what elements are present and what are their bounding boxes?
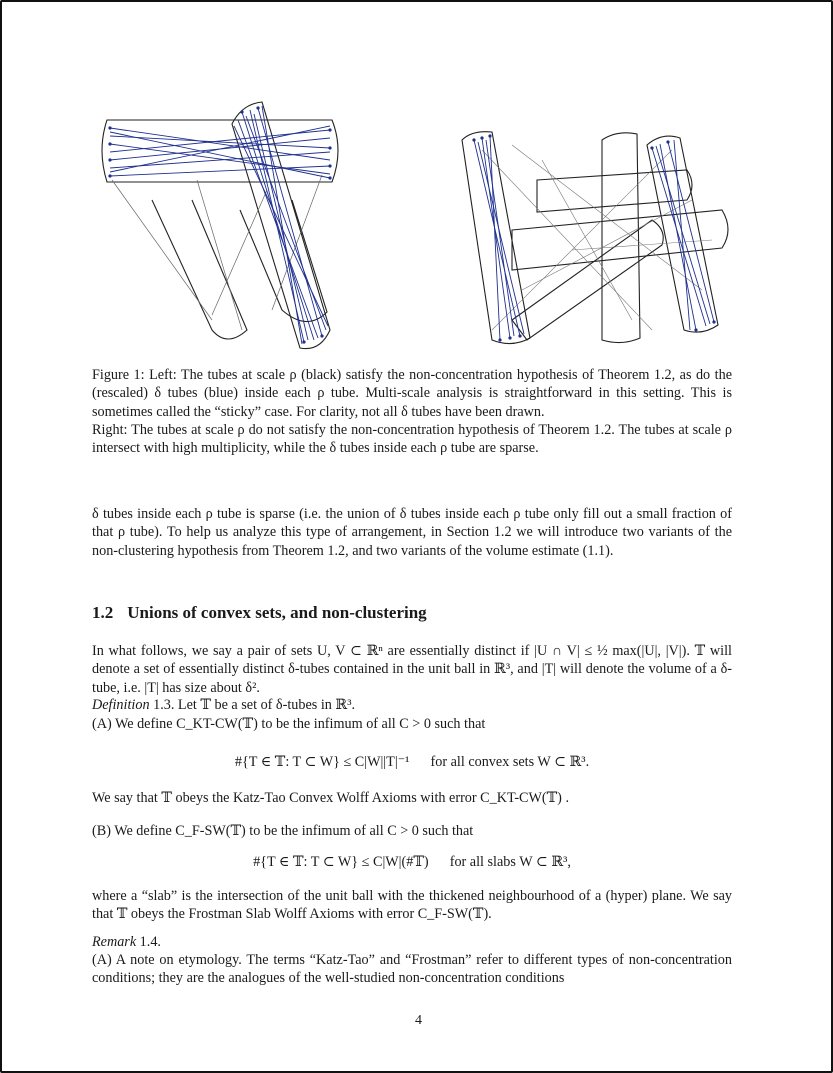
figure-left-sticky-tubes xyxy=(92,90,392,352)
caption-right: Right: The tubes at scale ρ do not satisfy the non-concentration hypothesis of Theorem 1.2. The tubes at scale ρ intersect with high multiplicity, while the δ tubes inside each ρ tube are sparse. xyxy=(92,421,732,457)
figure-caption xyxy=(92,366,732,457)
remark-number: 1.4. xyxy=(136,934,161,950)
page-number: 4 xyxy=(415,1013,422,1028)
display-equation-2 xyxy=(92,854,732,871)
remark-line xyxy=(92,933,732,951)
remark-label: Remark xyxy=(92,934,137,950)
figure-right-nonsticky-tubes xyxy=(452,90,752,352)
display2-lhs: #{T ∈ 𝕋: T ⊂ W} ≤ C|W|(#𝕋) xyxy=(253,854,429,870)
paragraph-slab: where a “slab” is the intersection of the unit ball with the thickened neighbourhood of a (hyper) plane. We say that 𝕋 obeys the Frostman Slab Wolff Axioms with error C_F-SW(𝕋). xyxy=(92,888,732,923)
display2-rhs: for all slabs W ⊂ ℝ³, xyxy=(449,854,571,870)
figure-1 xyxy=(62,90,762,352)
definition-part-a: (A) We define C_KT-CW(𝕋) to be the infimum of all C > 0 such that xyxy=(92,716,486,732)
section-heading xyxy=(92,603,427,623)
paragraph-continuation: δ tubes inside each ρ tube is sparse (i.e. the union of δ tubes inside each ρ tube only fill out a small fraction of that ρ tube). To help us analyze this type of arrangement, in Section 1.2 we will introduce two variants of the non-clustering hypothesis from Theorem 1.2, and two variants of the volume estimate (1.1). xyxy=(92,506,732,559)
katz-tao-sentence: We say that 𝕋 obeys the Katz-Tao Convex Wolff Axioms with error C_KT-CW(𝕋) . xyxy=(92,790,570,806)
delta-tubes-right xyxy=(474,136,714,340)
display1-lhs: #{T ∈ 𝕋: T ⊂ W} ≤ C|W||T|⁻¹ xyxy=(234,754,410,770)
display1-rhs: for all convex sets W ⊂ ℝ³. xyxy=(430,754,590,770)
definition-line xyxy=(92,696,732,714)
definition-part-b: (B) We define C_F-SW(𝕋) to be the infimum of all C > 0 such that xyxy=(92,823,474,839)
section-number: 1.2 xyxy=(92,603,114,622)
section-title: Unions of convex sets, and non-clustering xyxy=(127,603,427,622)
caption-left: Figure 1: Left: The tubes at scale ρ (black) satisfy the non-concentration hypothesis of Theorem 1.2, as do the (rescaled) δ tubes (blue) inside each ρ tube. Multi-scale analysis is straightforward in this setting. This is sometimes called the “sticky” case. For clarity, not all δ tubes have been drawn. xyxy=(92,367,732,420)
display-equation-1 xyxy=(92,754,732,771)
delta-tubes-left xyxy=(110,106,330,344)
definition-text: 1.3. Let 𝕋 be a set of δ-tubes in ℝ³. xyxy=(149,697,356,713)
remark-part-a: (A) A note on etymology. The terms “Katz-Tao” and “Frostman” refer to different types of non-concentration conditions; they are the analogues of the well-studied non-concentration conditions xyxy=(92,952,732,987)
definition-label: Definition xyxy=(92,697,150,713)
rho-tubes-left xyxy=(102,102,338,349)
paragraph-essentially-distinct: In what follows, we say a pair of sets U, V ⊂ ℝⁿ are essentially distinct if |U ∩ V| ≤ ½ max(|U|, |V|). 𝕋 will denote a set of essentially distinct δ-tubes contained in the unit ball in ℝ³, and |T| will denote the volume of a δ-tube, i.e. |T| has size about δ². xyxy=(92,643,732,696)
